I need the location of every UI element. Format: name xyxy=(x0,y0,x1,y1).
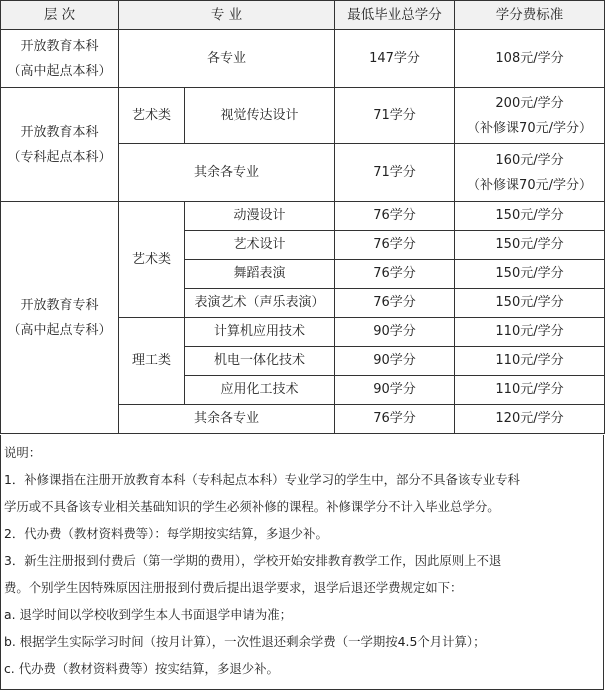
major-cell: 舞蹈表演 xyxy=(185,260,335,289)
credits-cell: 71学分 xyxy=(335,144,455,202)
category-cell: 艺术类 xyxy=(119,202,185,318)
note-1-line-1: 1．补修课指在注册开放教育本科（专科起点本科）专业学习的学生中，部分不具备该专业专科 xyxy=(4,472,520,487)
header-min-credits: 最低毕业总学分 xyxy=(335,1,455,30)
major-cell: 表演艺术（声乐表演） xyxy=(185,289,335,318)
notes-section xyxy=(0,435,604,690)
fee-cell xyxy=(455,88,605,144)
credits-cell: 90学分 xyxy=(335,376,455,405)
category-cell: 理工类 xyxy=(119,318,185,405)
fee-cell: 150元/学分 xyxy=(455,231,605,260)
major-cell: 艺术设计 xyxy=(185,231,335,260)
fee-supplement: （补修课70元/学分） xyxy=(467,120,592,136)
level-name: 开放教育本科 xyxy=(20,38,99,54)
fee-cell: 108元/学分 xyxy=(455,30,605,88)
fee-value: 160元/学分 xyxy=(495,152,564,168)
credits-cell: 76学分 xyxy=(335,289,455,318)
credits-cell: 90学分 xyxy=(335,318,455,347)
header-fee-standard: 学分费标准 xyxy=(455,1,605,30)
fee-cell: 110元/学分 xyxy=(455,347,605,376)
header-level: 层 次 xyxy=(1,1,119,30)
fee-cell xyxy=(455,144,605,202)
fee-cell: 110元/学分 xyxy=(455,318,605,347)
major-cell: 应用化工技术 xyxy=(185,376,335,405)
credits-cell: 76学分 xyxy=(335,202,455,231)
note-c: c. 代办费（教材资料费等）按实结算，多退少补。 xyxy=(4,661,279,676)
major-cell: 其余各专业 xyxy=(119,144,335,202)
note-3-line-2: 费。个别学生因特殊原因注册报到付费后提出退学要求，退学后退还学费规定如下： xyxy=(4,580,463,595)
notes-title: 说明： xyxy=(4,445,42,460)
credits-cell: 147学分 xyxy=(335,30,455,88)
level-name: 开放教育本科 xyxy=(20,124,99,140)
fee-cell: 150元/学分 xyxy=(455,289,605,318)
major-cell: 各专业 xyxy=(119,30,335,88)
note-3 xyxy=(4,547,600,601)
note-3-line-1: 3．新生注册报到付费后（第一学期的费用），学校开始安排教育教学工作，因此原则上不退 xyxy=(4,553,502,568)
fee-cell: 120元/学分 xyxy=(455,405,605,434)
level-name: 开放教育专科 xyxy=(20,297,99,313)
fee-cell: 110元/学分 xyxy=(455,376,605,405)
credits-cell: 76学分 xyxy=(335,405,455,434)
credits-cell: 90学分 xyxy=(335,347,455,376)
major-cell: 计算机应用技术 xyxy=(185,318,335,347)
level-note: （高中起点本科） xyxy=(7,63,112,79)
note-1-line-2: 学历或不具备该专业相关基础知识的学生必须补修的课程。补修课学分不计入毕业总学分。 xyxy=(4,499,500,514)
note-2: 2．代办费（教材资料费等）：每学期按实结算，多退少补。 xyxy=(4,526,328,541)
major-cell: 视觉传达设计 xyxy=(185,88,335,144)
major-cell: 动漫设计 xyxy=(185,202,335,231)
table-row xyxy=(1,88,605,144)
category-cell: 艺术类 xyxy=(119,88,185,144)
note-1 xyxy=(4,466,600,520)
fee-value: 200元/学分 xyxy=(495,95,564,111)
table-row xyxy=(1,202,605,231)
credits-cell: 76学分 xyxy=(335,260,455,289)
level-cell xyxy=(1,88,119,202)
level-note: （专科起点本科） xyxy=(7,149,112,165)
note-b: b. 根据学生实际学习时间（按月计算），一次性退还剩余学费（一学期按4.5个月计算）； xyxy=(4,634,486,649)
fee-supplement: （补修课70元/学分） xyxy=(467,177,592,193)
major-cell: 其余各专业 xyxy=(119,405,335,434)
level-cell xyxy=(1,202,119,434)
credits-cell: 76学分 xyxy=(335,231,455,260)
header-major: 专 业 xyxy=(119,1,335,30)
table-row xyxy=(1,30,605,88)
table-header-row xyxy=(1,1,605,30)
level-cell xyxy=(1,30,119,88)
fee-cell: 150元/学分 xyxy=(455,260,605,289)
fee-cell: 150元/学分 xyxy=(455,202,605,231)
note-a: a. 退学时间以学校收到学生本人书面退学申请为准； xyxy=(4,607,293,622)
major-cell: 机电一体化技术 xyxy=(185,347,335,376)
credits-cell: 71学分 xyxy=(335,88,455,144)
level-note: （高中起点专科） xyxy=(7,322,112,338)
